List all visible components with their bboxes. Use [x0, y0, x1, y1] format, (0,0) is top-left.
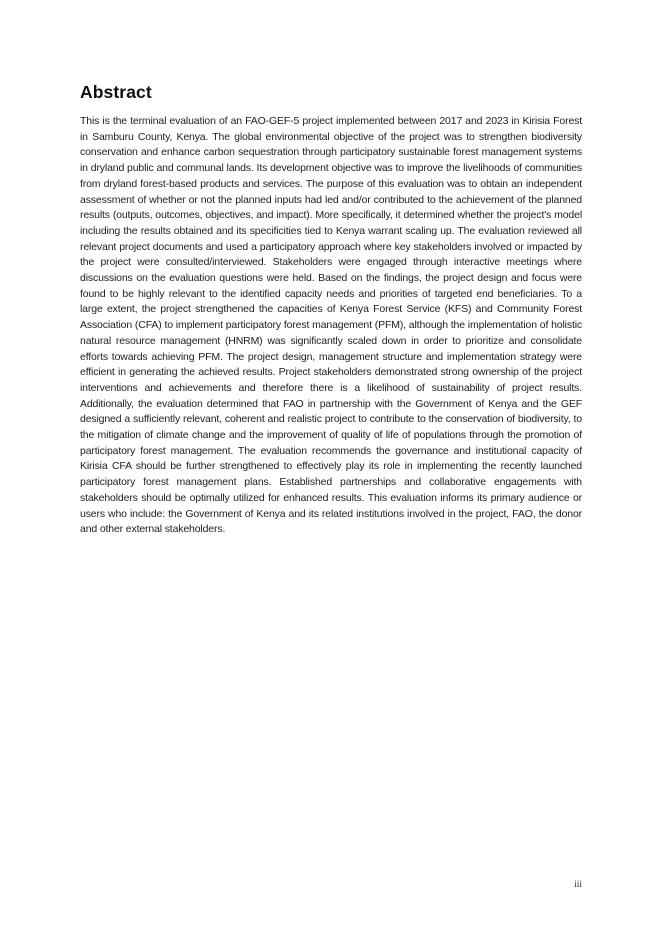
abstract-heading: Abstract: [80, 82, 152, 102]
page-number: iii: [574, 880, 582, 890]
abstract-body: This is the terminal evaluation of an FAO-GEF-5 project implemented between 2017 and 2023 in Kirisia Forest in Samburu County, Kenya. The global environmental objective of the project was to strengthen biodiversity conservation and enhance carbon sequestration through participatory sustainable forest management systems in dryland public and communal lands. Its development objective was to improve the livelihoods of communities from dryland forest-based products and services. The purpose of this evaluation was to obtain an independent assessment of whether or not the planned inputs had led and/or contributed to the achievement of the planned results (outputs, outcomes, objectives, and impact). More specifically, it determined whether the project's model including the results obtained and its specificities tied to Kenya warrant scaling up. The evaluation reviewed all relevant project documents and used a participatory approach where key stakeholders involved or impacted by the project were consulted/interviewed. Stakeholders were engaged through interactive meetings where discussions on the evaluation questions were held. Based on the findings, the project design and focus were found to be highly relevant to the identified capacity needs and priorities of targeted end beneficiaries. To a large extent, the project strengthened the capacities of Kenya Forest Service (KFS) and Community Forest Association (CFA) to implement participatory forest management (PFM), although the implementation of holistic natural resource management (HNRM) was significantly scaled down in order to prioritize and consolidate efforts towards achieving PFM. The project design, management structure and implementation strategy were efficient in generating the achieved results. Project stakeholders demonstrated strong ownership of the project interventions and achievements and therefore there is a likelihood of sustainability of project results. Additionally, the evaluation determined that FAO in partnership with the Government of Kenya and the GEF designed a sufficiently relevant, coherent and realistic project to contribute to the conservation of biodiversity, to the mitigation of climate change and the improvement of quality of life of populations through the promotion of participatory forest management. The evaluation recommends the governance and institutional capacity of Kirisia CFA should be further strengthened to effectively play its role in implementing the recently launched participatory forest management plans. Established partnerships and collaborative engagements with stakeholders should be optimally utilized for enhanced results. This evaluation informs its primary audience or users who include: the Government of Kenya and its related institutions involved in the project, FAO, the donor and other external stakeholders.: [80, 115, 582, 536]
